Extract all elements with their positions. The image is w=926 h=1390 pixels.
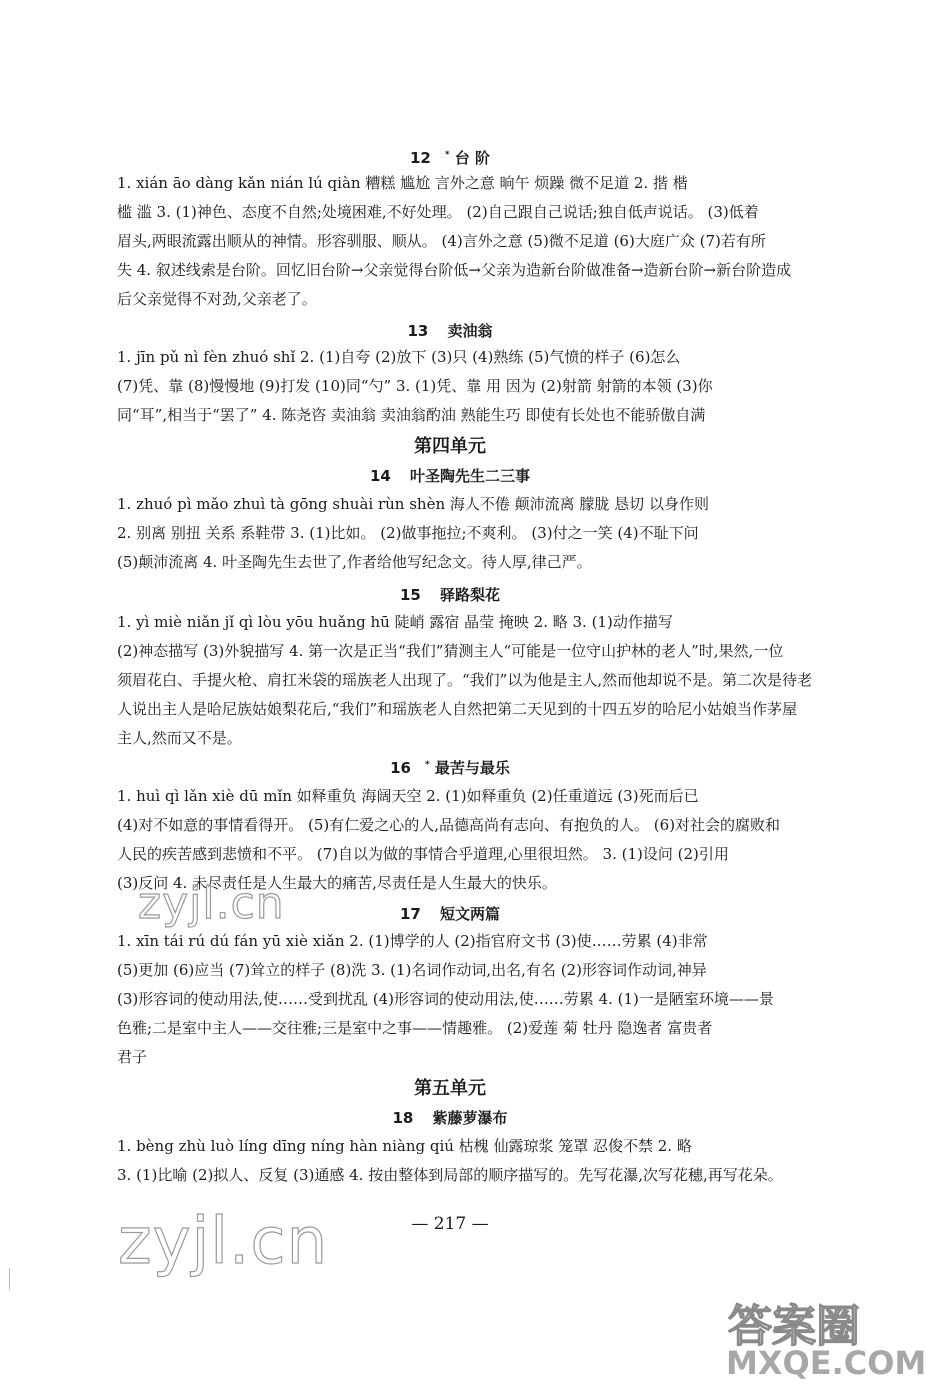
page-number: — 217 — bbox=[411, 1214, 489, 1234]
unit-title-5: 第五单元 bbox=[414, 1078, 486, 1099]
answer-line: (3)反问 4. 未尽责任是人生最大的痛苦,尽责任是人生最大的快乐。 bbox=[117, 874, 557, 892]
section-name: 紫藤萝瀑布 bbox=[432, 1109, 508, 1127]
answer-line: 色雅;二是室中主人——交往雅;三是室中之事——情趣雅。 (2)爱莲 菊 牡丹 隐逸者 富贵者 bbox=[117, 1019, 713, 1037]
answer-line: 主人,然而又不是。 bbox=[117, 729, 242, 747]
answer-line: (4)对不如意的事情看得开。 (5)有仁爱之心的人,品德高尚有志向、有抱负的人。 (6)对社会的腐败和 bbox=[117, 816, 781, 834]
optional-mark: * bbox=[444, 150, 450, 160]
section-title-17 bbox=[0, 903, 900, 924]
optional-mark: * bbox=[424, 760, 430, 770]
answer-line: 2. 别离 别扭 关系 系鞋带 3. (1)比如。 (2)做事拖拉;不爽利。 (3)付之一笑 (4)不耻下问 bbox=[117, 524, 699, 542]
watermark-site: zyjl.cn bbox=[138, 878, 285, 929]
section-name: 卖油翁 bbox=[447, 322, 493, 340]
answer-line: 1. bèng zhù luò líng dīng níng hàn niàng qiú 枯槐 仙露琼浆 笼罩 忍俊不禁 2. 略 bbox=[117, 1137, 692, 1155]
section-title-13 bbox=[0, 320, 900, 341]
answer-line: 1. jīn pǔ nì fèn zhuó shǐ 2. (1)自夸 (2)放下 (3)只 (4)熟练 (5)气愤的样子 (6)怎么 bbox=[117, 348, 681, 366]
section-name: 短文两篇 bbox=[440, 905, 501, 923]
unit-title-4: 第四单元 bbox=[414, 436, 486, 457]
section-title-16 bbox=[0, 757, 900, 778]
answer-line: (5)颠沛流离 4. 叶圣陶先生去世了,作者给他写纪念文。待人厚,律己严。 bbox=[117, 553, 592, 571]
section-title-15 bbox=[0, 584, 900, 605]
answer-line: 1. xīn tái rú dú fán yū xiè xiǎn 2. (1)博学的人 (2)指官府文书 (3)使……劳累 (4)非常 bbox=[117, 932, 708, 950]
section-number: 17 bbox=[399, 905, 421, 923]
watermark-logo-en: MXQE.COM bbox=[726, 1344, 926, 1382]
section-title-12 bbox=[0, 147, 900, 168]
answer-line: 3. (1)比喻 (2)拟人、反复 (3)通感 4. 按由整体到局部的顺序描写的。先写花瀑,次写花穗,再写花朵。 bbox=[117, 1166, 783, 1184]
watermark-logo-cn: 答案圈 bbox=[728, 1301, 860, 1352]
section-title-14 bbox=[0, 465, 900, 486]
answer-line: 失 4. 叙述线索是台阶。回忆旧台阶→父亲觉得台阶低→父亲为造新台阶做准备→造新台阶→新台阶造成 bbox=[117, 261, 792, 279]
answer-line: 1. huì qì lǎn xiè dū mǐn 如释重负 海阔天空 2. (1)如释重负 (2)任重道远 (3)死而后已 bbox=[117, 787, 699, 805]
answer-line: 槛 滥 3. (1)神色、态度不自然;处境困难,不好处理。 (2)自己跟自己说话;独自低声说话。 (3)低着 bbox=[117, 203, 759, 221]
answer-line: 人说出主人是哈尼族姑娘梨花后,“我们”和瑶族老人自然把第二天见到的十四五岁的哈尼小姑娘当作茅屋 bbox=[117, 700, 798, 718]
section-number: 16 bbox=[390, 759, 411, 777]
section-name: 最苦与最乐 bbox=[434, 759, 510, 777]
section-name: 叶圣陶先生二三事 bbox=[410, 467, 531, 485]
answer-line: (2)神态描写 (3)外貌描写 4. 第一次是正当“我们”猜测主人“可能是一位守山护林的老人”时,果然,一位 bbox=[117, 642, 784, 660]
watermark-site-large: zyjl.cn bbox=[118, 1205, 329, 1279]
section-number: 12 bbox=[409, 149, 431, 167]
section-number: 15 bbox=[399, 586, 421, 604]
answer-line: (5)更加 (6)应当 (7)耸立的样子 (8)洗 3. (1)名词作动词,出名,有名 (2)形容词作动词,神异 bbox=[117, 961, 707, 979]
answer-line: 1. zhuó pì mǎo zhuì tà gōng shuài rùn shèn 海人不倦 颠沛流离 朦胧 恳切 以身作则 bbox=[117, 495, 709, 513]
answer-line: 君子 bbox=[117, 1048, 148, 1066]
section-number: 18 bbox=[392, 1109, 414, 1127]
section-name: 驿路梨花 bbox=[440, 586, 501, 604]
answer-line: 须眉花白、手提火枪、肩扛米袋的瑶族老人出现了。“我们”以为他是主人,然而他却说不是。第二次是待老 bbox=[117, 671, 813, 689]
answer-line: 1. yì miè niǎn jǐ qì lòu yōu huǎng hū 陡峭 露宿 晶莹 掩映 2. 略 3. (1)动作描写 bbox=[117, 613, 673, 631]
answer-line: 1. xián āo dàng kǎn nián lú qiàn 糟糕 尴尬 言外之意 晌午 烦躁 微不足道 2. 揩 楷 bbox=[117, 174, 688, 192]
margin-mark bbox=[9, 1268, 10, 1290]
section-name: 台 阶 bbox=[454, 149, 491, 167]
watermark-logo bbox=[722, 1290, 926, 1390]
answer-line: 后父亲觉得不对劲,父亲老了。 bbox=[117, 290, 317, 308]
answer-line: (7)凭、靠 (8)慢慢地 (9)打发 (10)同“勺” 3. (1)凭、靠 用 因为 (2)射箭 射箭的本领 (3)你 bbox=[117, 377, 713, 395]
section-number: 14 bbox=[369, 467, 391, 485]
answer-line: (3)形容词的使动用法,使……受到扰乱 (4)形容词的使动用法,使……劳累 4. (1)一是陋室环境——景 bbox=[117, 990, 774, 1008]
answer-line: 眉头,两眼流露出顺从的神情。形容驯服、顺从。 (4)言外之意 (5)微不足道 (6)大庭广众 (7)若有所 bbox=[117, 232, 766, 250]
answer-line: 同“耳”,相当于“罢了” 4. 陈尧咨 卖油翁 卖油翁酌油 熟能生巧 即使有长处也不能骄傲自满 bbox=[117, 406, 706, 424]
answer-line: 人民的疾苦感到悲愤和不平。 (7)自以为做的事情合乎道理,心里很坦然。 3. (1)设问 (2)引用 bbox=[117, 845, 729, 863]
section-title-18 bbox=[0, 1107, 900, 1128]
section-number: 13 bbox=[407, 322, 429, 340]
